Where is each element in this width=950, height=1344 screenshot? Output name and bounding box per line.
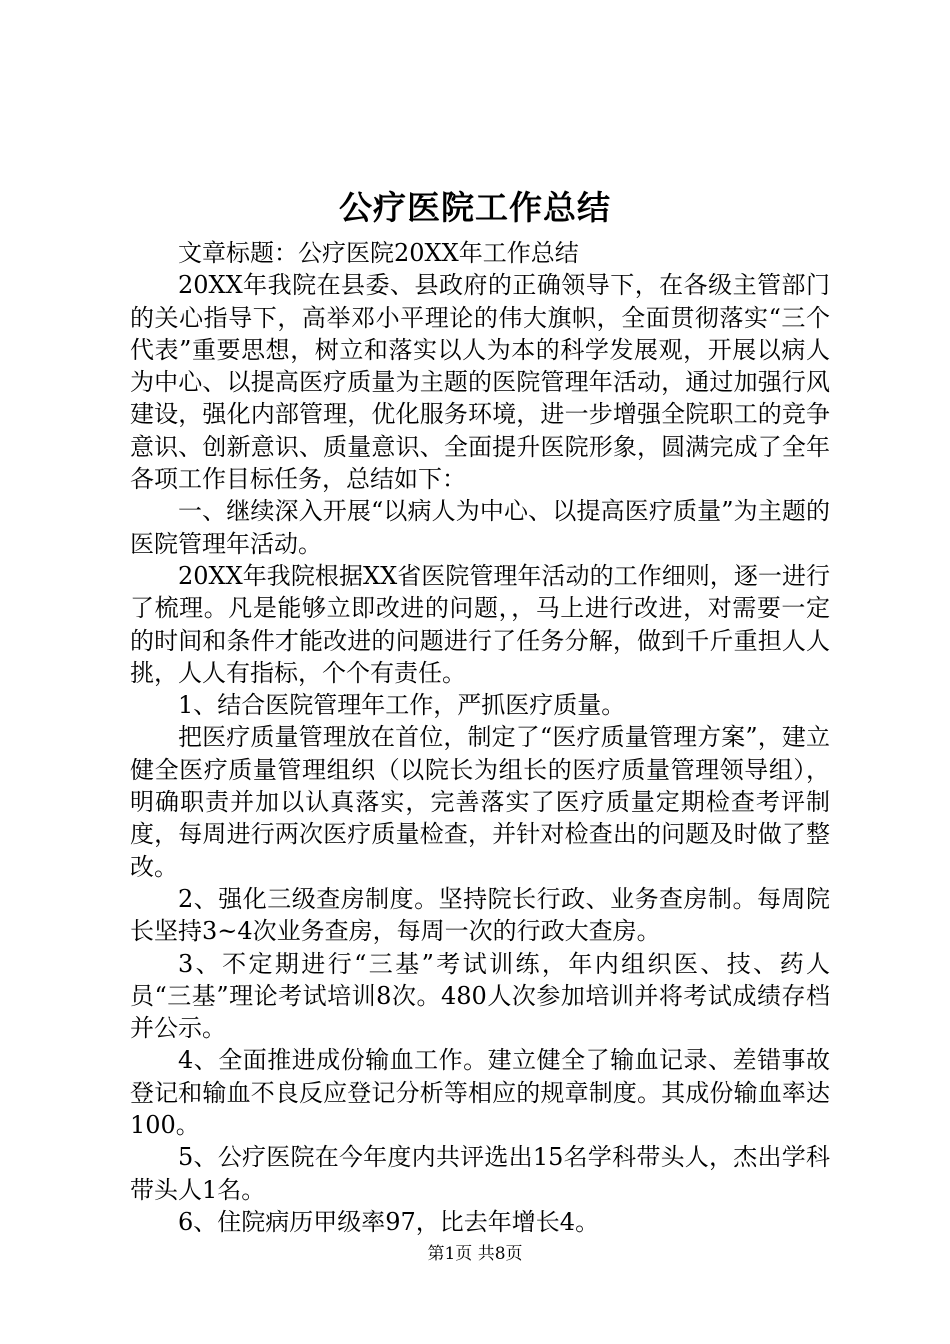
list-item-5: 5、公疗医院在今年度内共评选出15名学科带头人，杰出学科带头人1名。: [130, 1143, 830, 1204]
document-body: [130, 237, 830, 1238]
list-item-6: 6、住院病历甲级率97，比去年增长4。: [178, 1207, 600, 1236]
section-heading-1: 一、继续深入开展“以病人为中心、以提高医疗质量”为主题的医院管理年活动。: [130, 497, 830, 558]
list-item-2: 2、强化三级查房制度。坚持院长行政、业务查房制。每周院长坚持3~4次业务查房，每周一次的行政大查房。: [130, 884, 830, 946]
body-paragraph: 20XX年我院根据XX省医院管理年活动的工作细则，逐一进行了梳理。凡是能够立即改进的问题，，马上进行改进，对需要一定的时间和条件才能改进的问题进行了任务分解，做到千斤重担人人挑，人人有指标，个个有责任。: [130, 561, 830, 687]
body-paragraph: 把医疗质量管理放在首位，制定了“医疗质量管理方案”，建立健全医疗质量管理组织（以院长为组长的医疗质量管理领导组），明确职责并加以认真落实，完善落实了医疗质量定期检查考评制度，每周进行两次医疗质量检查，并针对检查出的问题及时做了整改。: [130, 723, 830, 881]
list-item-4: 4、全面推进成份输血工作。建立健全了输血记录、差错事故登记和输血不良反应登记分析等相应的规章制度。其成份输血率达100。: [130, 1046, 830, 1140]
list-item-3: 3、不定期进行“三基”考试训练，年内组织医、技、药人员“三基”理论考试培训8次。480人次参加培训并将考试成绩存档并公示。: [130, 949, 830, 1043]
document-title: 公疗医院工作总结: [339, 188, 611, 227]
article-heading-paragraph: 文章标题：公疗医院20XX年工作总结: [178, 239, 579, 267]
list-item-1: 1、结合医院管理年工作，严抓医疗质量。: [178, 691, 626, 720]
intro-paragraph: 20XX年我院在县委、县政府的正确领导下，在各级主管部门的关心指导下，高举邓小平理论的伟大旗帜，全面贯彻落实“三个代表”重要思想，树立和落实以人为本的科学发展观，开展以病人为中心、以提高医疗质量为主题的医院管理年活动，通过加强行风建设，强化内部管理，优化服务环境，进一步增强全院职工的竞争意识、创新意识、质量意识、全面提升医院形象，圆满完成了全年各项工作目标任务，总结如下：: [130, 271, 830, 494]
page-number-footer: 第1页 共8页: [427, 1244, 523, 1264]
